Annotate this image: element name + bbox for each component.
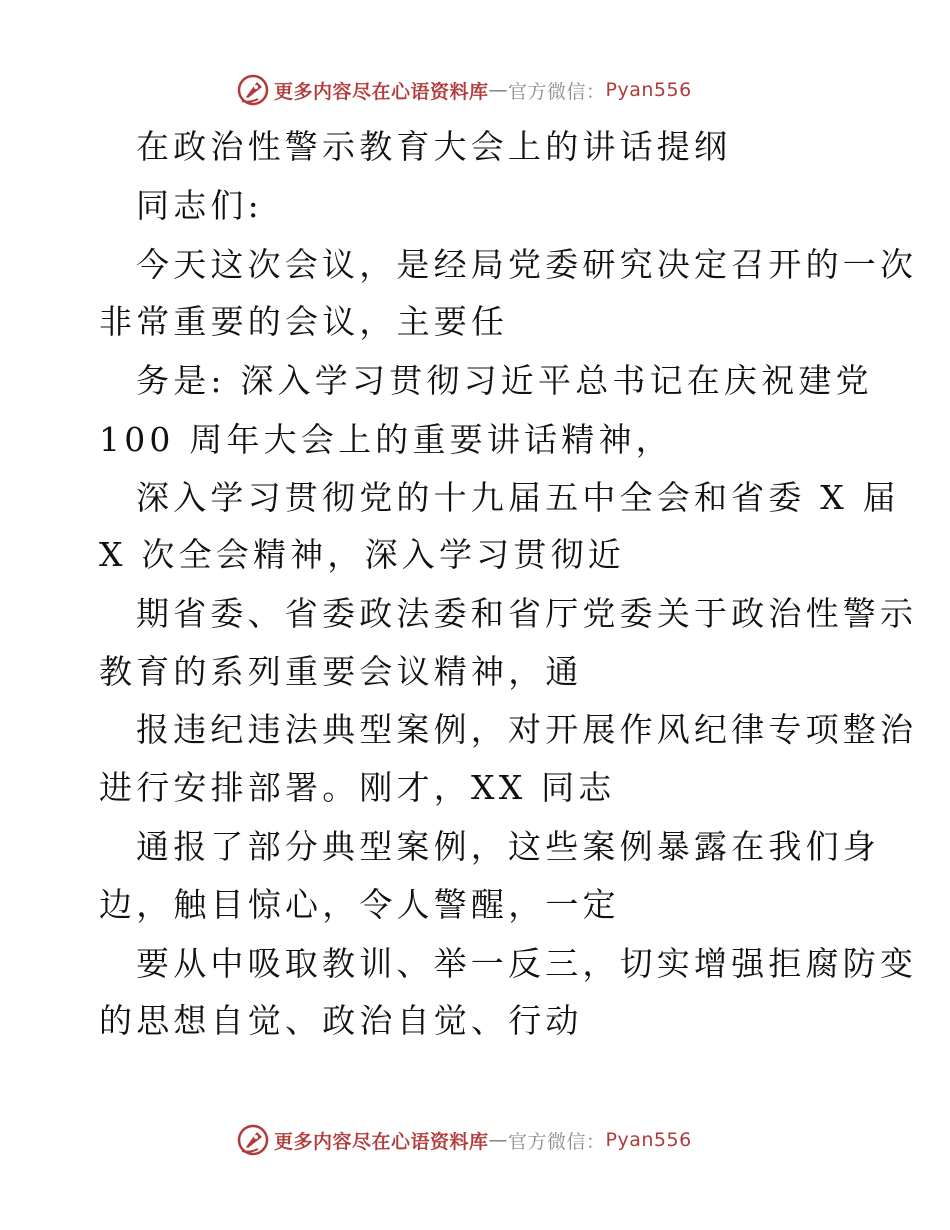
watermark-brand: 更多内容尽在心语资料库 (274, 80, 489, 103)
watermark-handle: Pyan556 (605, 1129, 692, 1151)
paragraph-line: 深入学习贯彻党的十九届五中全会和省委 X 届 (136, 478, 900, 517)
watermark-footer (236, 1123, 692, 1157)
watermark-dash: — (488, 79, 509, 101)
watermark-handle: Pyan556 (605, 79, 692, 101)
paragraph-line: 通报了部分典型案例，这些案例暴露在我们身 (136, 827, 880, 866)
salutation: 同志们: (136, 186, 263, 225)
document-title: 在政治性警示教育大会上的讲话提纲 (136, 127, 732, 166)
paragraph-line: X 次全会精神，深入学习贯彻近 (99, 535, 625, 574)
paragraph-line: 非常重要的会议，主要任 (99, 302, 509, 341)
paragraph-line: 边，触目惊心，令人警醒，一定 (99, 885, 620, 924)
paragraph-line: 100 周年大会上的重要讲话精神， (99, 420, 673, 459)
fountain-pen-nib-logo-icon (236, 73, 270, 107)
watermark-contact-label: 官方微信： (508, 1130, 606, 1153)
watermark-dash: — (488, 1129, 509, 1151)
watermark-brand: 更多内容尽在心语资料库 (274, 1130, 489, 1153)
fountain-pen-nib-logo-icon (236, 1123, 270, 1157)
paragraph-line: 务是: 深入学习贯彻习近平总书记在庆祝建党 (136, 361, 873, 400)
paragraph-line: 教育的系列重要会议精神，通 (99, 652, 583, 691)
paragraph-line: 今天这次会议，是经局党委研究决定召开的一次 (136, 245, 918, 284)
paragraph-line: 期省委、省委政法委和省厅党委关于政治性警示 (136, 594, 918, 633)
watermark-contact-label: 官方微信： (508, 80, 606, 103)
paragraph-line: 报违纪违法典型案例，对开展作风纪律专项整治 (136, 710, 918, 749)
paragraph-line: 要从中吸取教训、举一反三，切实增强拒腐防变 (136, 944, 918, 983)
watermark-header (236, 73, 692, 107)
paragraph-line: 的思想自觉、政治自觉、行动 (99, 1001, 583, 1040)
paragraph-line: 进行安排部署。刚才，XX 同志 (99, 768, 616, 807)
